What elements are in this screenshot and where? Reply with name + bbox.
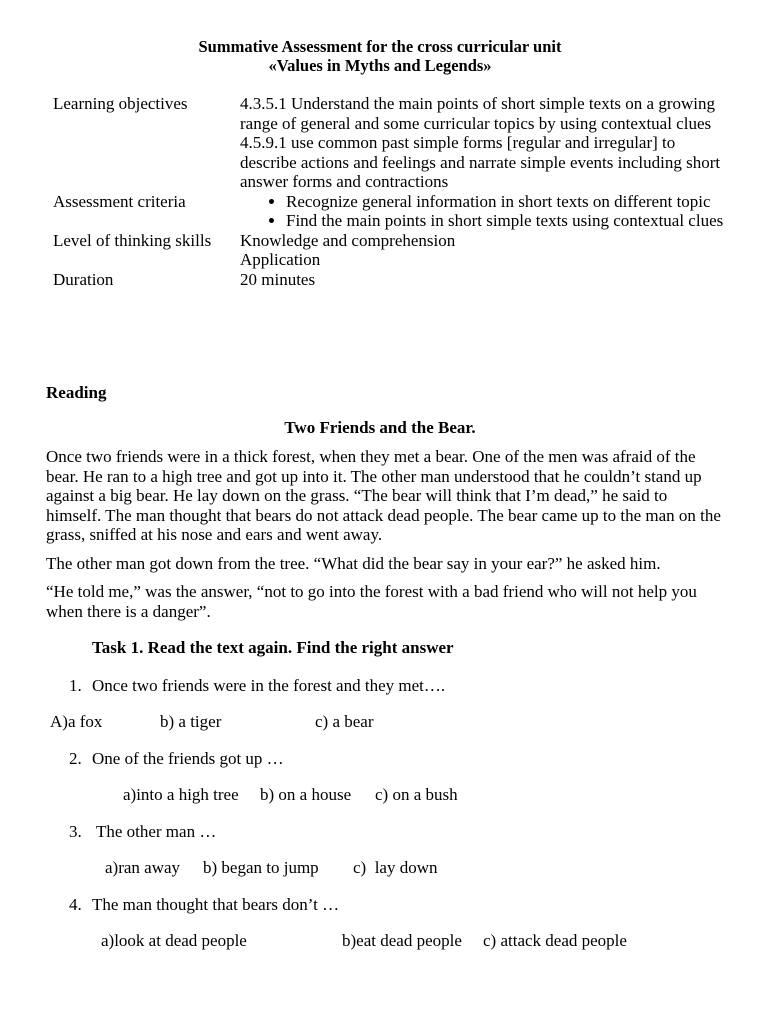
answer-option: a)look at dead people <box>101 931 247 950</box>
question-text: The other man … <box>92 822 217 841</box>
learning-objectives-row <box>46 94 726 192</box>
learning-objective-2: 4.5.9.1 use common past simple forms [regular and irregular] to describe actions and feelings and narrate simple events including short answer forms and contractions <box>240 133 721 191</box>
duration-value: 20 minutes <box>240 269 316 289</box>
duration-row <box>46 270 726 290</box>
question-text: Once two friends were in the forest and they met…. <box>92 676 446 695</box>
story-text <box>46 447 726 621</box>
thinking-skills-row <box>46 231 726 270</box>
answer-option: c) a bear <box>315 712 374 731</box>
document-title-line2: «Values in Myths and Legends» <box>268 56 492 75</box>
question-text: One of the friends got up … <box>92 749 284 768</box>
answer-option: b) a tiger <box>160 712 222 731</box>
answer-option: a)into a high tree <box>123 785 239 804</box>
answer-option: c) attack dead people <box>483 931 627 950</box>
question-2 <box>69 749 284 769</box>
learning-objectives-value <box>240 94 726 192</box>
answer-option: a)ran away <box>105 858 181 877</box>
answer-option: b) began to jump <box>203 858 319 877</box>
duration-label: Duration <box>53 269 114 289</box>
question-number: 2. <box>69 749 82 768</box>
thinking-skills-label: Level of thinking skills <box>53 230 212 250</box>
assessment-criteria-value <box>240 192 726 231</box>
assessment-criteria-row <box>46 192 726 231</box>
criteria-item: • Recognize general information in short texts on different topic <box>286 192 726 212</box>
answer-option: b)eat dead people <box>342 931 462 950</box>
question-3 <box>69 822 216 842</box>
reading-heading: Reading <box>46 383 107 402</box>
assessment-criteria-list <box>240 192 726 231</box>
thinking-skill-1: Knowledge and comprehension <box>240 230 456 250</box>
answer-option: b) on a house <box>260 785 352 804</box>
story-paragraph: The other man got down from the tree. “What did the bear say in your ear?” he asked him. <box>46 553 661 573</box>
story-title: Two Friends and the Bear. <box>284 418 476 437</box>
document-title-line1: Summative Assessment for the cross curricular unit <box>198 37 562 56</box>
assessment-info-table <box>46 94 726 289</box>
story-paragraph: Once two friends were in a thick forest, when they met a bear. One of the men was afraid of the bear. He ran to a high tree and got up into it. The other man understood that he couldn’t stand up against a big bear. He lay down on the grass. “The bear will think that I’m dead,” he said to himself. The man thought that bears do not attack dead people. The bear came up to the man on the grass, sniffed at his nose and ears and went away. <box>46 447 721 544</box>
answer-option: A)a fox <box>50 712 103 731</box>
learning-objectives-label: Learning objectives <box>53 94 188 113</box>
task-heading: Task 1. Read the text again. Find the right answer <box>92 638 454 657</box>
question-4 <box>69 895 339 915</box>
answer-option: c) on a bush <box>375 785 458 804</box>
answer-option: c) lay down <box>353 858 438 877</box>
question-number: 1. <box>69 676 82 695</box>
thinking-skill-2: Application <box>240 250 321 269</box>
question-text: The man thought that bears don’t … <box>92 895 340 914</box>
criteria-item: • Find the main points in short simple texts using contextual clues <box>286 211 726 231</box>
assessment-criteria-label: Assessment criteria <box>53 191 186 211</box>
question-number: 4. <box>69 895 82 914</box>
thinking-skills-value <box>240 231 726 270</box>
question-1 <box>69 676 445 696</box>
question-number: 3. <box>69 822 82 841</box>
story-paragraph: “He told me,” was the answer, “not to go into the forest with a bad friend who will not help you when there is a danger”. <box>46 582 697 621</box>
learning-objective-1: 4.3.5.1 Understand the main points of short simple texts on a growing range of general and some curricular topics by using contextual clues <box>240 94 715 133</box>
